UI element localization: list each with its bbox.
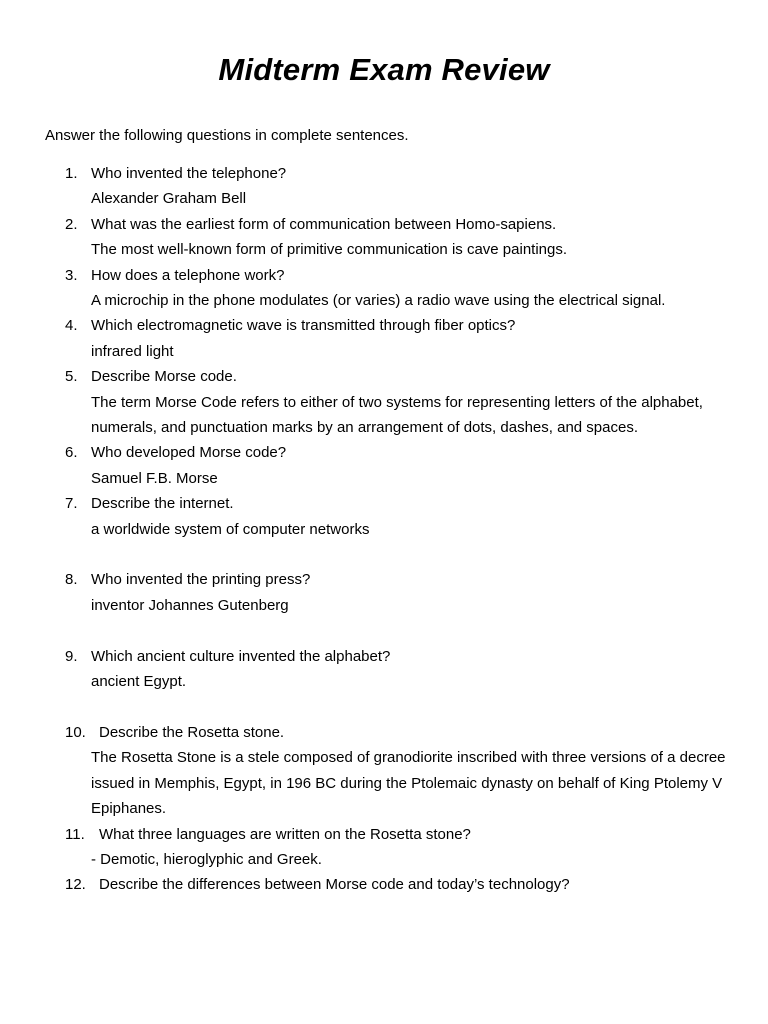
question-text: Describe Morse code. <box>91 368 237 386</box>
question-number: 1. <box>65 165 78 182</box>
answer-text: A microchip in the phone modulates (or varies) a radio wave using the electrical signal. <box>91 292 666 310</box>
blank-line <box>0 618 768 643</box>
answer-text: The term Morse Code refers to either of two systems for representing letters of the alphabet, numerals, and punctuation marks by an arrangement of dots, dashes, and spaces. <box>91 393 703 437</box>
question-number: 7. <box>65 495 78 513</box>
question-number: 9. <box>65 647 78 665</box>
answer-text: inventor Johannes Gutenberg <box>91 596 289 614</box>
question-item-6 <box>0 440 768 491</box>
blank-line <box>0 542 768 567</box>
question-item-1 <box>0 161 768 212</box>
question-item-4 <box>0 313 768 364</box>
question-text: How does a telephone work? <box>91 266 285 284</box>
question-item-5 <box>0 364 768 440</box>
question-number: 4. <box>65 317 78 335</box>
answer-text: The Rosetta Stone is a stele composed of granodiorite inscribed with three versions of a decree issued in Memphis, Egypt, in 196 BC during the Ptolemaic dynasty on behalf of King Ptolemy V Epiphanes. <box>91 749 726 818</box>
question-item-11 <box>0 822 768 873</box>
question-number: 3. <box>65 266 78 284</box>
question-item-2 <box>0 212 768 263</box>
question-number: 6. <box>65 444 78 462</box>
question-number: 11. <box>65 825 85 843</box>
question-text: Which electromagnetic wave is transmitted through fiber optics? <box>91 317 516 335</box>
question-text: What was the earliest form of communication between Homo-sapiens. <box>91 215 557 233</box>
page-title: Midterm Exam Review <box>218 52 550 87</box>
blank-line <box>0 695 768 720</box>
answer-text: - Demotic, hieroglyphic and Greek. <box>91 850 322 868</box>
question-number: 2. <box>65 215 78 233</box>
question-number: 10. <box>65 723 86 741</box>
question-text: Who developed Morse code? <box>91 444 287 462</box>
answer-text: a worldwide system of computer networks <box>91 520 370 538</box>
question-text: Which ancient culture invented the alphabet? <box>91 647 391 665</box>
question-item-3 <box>0 263 768 314</box>
question-item-8 <box>0 567 768 618</box>
question-text: Who invented the telephone? <box>91 165 287 182</box>
answer-text: Alexander Graham Bell <box>91 190 247 208</box>
question-item-10 <box>0 720 768 822</box>
question-text: Describe the internet. <box>91 495 234 513</box>
answer-text: infrared light <box>91 342 174 360</box>
question-number: 8. <box>65 571 78 589</box>
question-item-12 <box>0 872 768 897</box>
instruction-text: Answer the following questions in complete sentences. <box>45 127 409 144</box>
question-number: 12. <box>65 876 86 894</box>
question-text: Describe the differences between Morse code and today’s technology? <box>99 876 570 894</box>
question-list <box>0 161 768 898</box>
answer-text: The most well-known form of primitive communication is cave paintings. <box>91 241 568 259</box>
question-text: Who invented the printing press? <box>91 571 311 589</box>
question-text: Describe the Rosetta stone. <box>99 723 285 741</box>
question-text: What three languages are written on the Rosetta stone? <box>99 825 471 843</box>
question-number: 5. <box>65 368 78 386</box>
answer-text: ancient Egypt. <box>91 673 187 691</box>
question-item-7 <box>0 491 768 542</box>
question-item-9 <box>0 644 768 695</box>
answer-text: Samuel F.B. Morse <box>91 469 218 487</box>
